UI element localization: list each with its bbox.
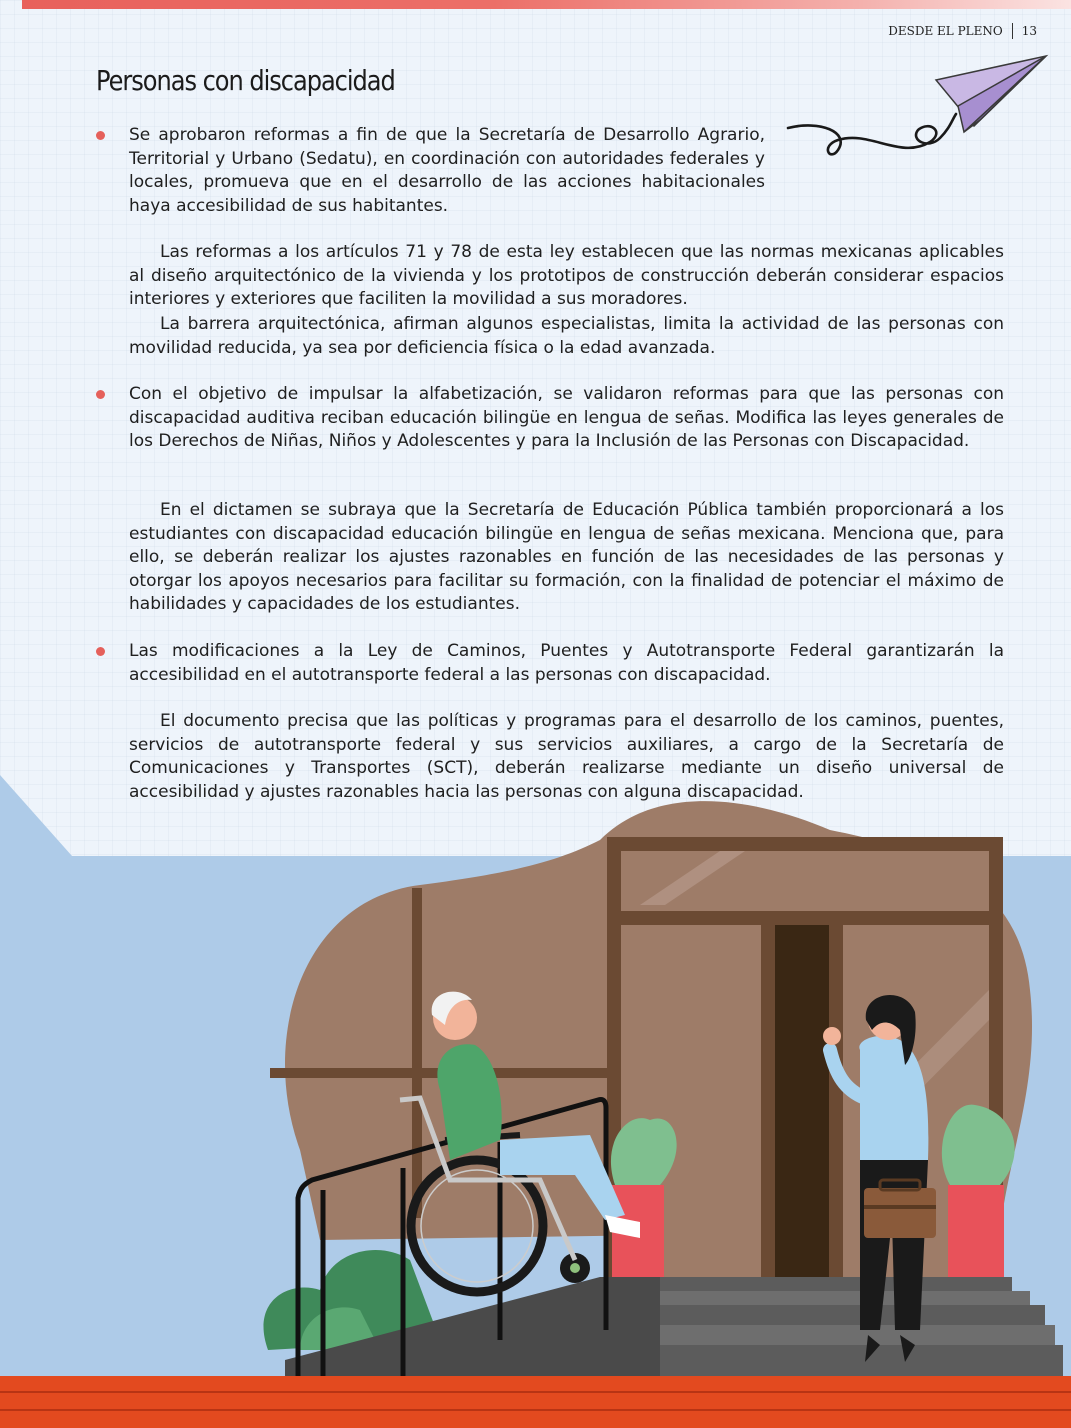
- paper-plane-icon: [780, 50, 1060, 175]
- bullet-dot-icon: [96, 647, 105, 656]
- bullet-text-2: Con el objetivo de impulsar la alfabetización, se validaron reformas para que las personas con discapacidad auditiva reciban educación bilingüe en lengua de señas. Modifica las leyes generales de los Derechos de Niñas, Niños y Adolescentes y para la Inclusión de las Personas con Discapacidad.: [129, 384, 1004, 452]
- bullet-dot-icon: [96, 390, 105, 399]
- paragraph-reforms: Las reformas a los artículos 71 y 78 de esta ley establecen que las normas mexicanas aplicables al diseño arquitectónico de la vivienda y los prototipos de construcción deberán considerar espacios interiores y exteriores que faciliten la movilidad a sus moradores.: [129, 242, 1004, 310]
- accessibility-illustration: [0, 760, 1071, 1428]
- page-number: 13: [1021, 24, 1037, 38]
- header-divider: [1012, 23, 1013, 39]
- page-title: Personas con discapacidad: [96, 64, 395, 97]
- paragraph-document: El documento precisa que las políticas y programas para el desarrollo de los caminos, puentes, servicios de autotransporte federal y sus servicios auxiliares, a cargo de la Secretaría de Comunicaciones y Transportes (SCT), deberán realizarse mediante un diseño universal de accesibilidad y ajustes razonables hacia las personas con alguna discapacidad.: [129, 711, 1004, 802]
- paragraph-barrier: La barrera arquitectónica, afirman algunos especialistas, limita la actividad de las personas con movilidad reducida, ya sea por deficiencia física o la edad avanzada.: [129, 314, 1004, 358]
- bullet-text-1: Se aprobaron reformas a fin de que la Secretaría de Desarrollo Agrario, Territorial y Urbano (Sedatu), en coordinación con autoridades federales y locales, promueva que en el desarrollo de las acciones habitacionales haya accesibilidad de sus habitantes.: [129, 125, 765, 216]
- paragraph-dictamen: En el dictamen se subraya que la Secretaría de Educación Pública también proporcionará a los estudiantes con discapacidad educación bilingüe en lengua de señas mexicana. Menciona que, para ello, se deberán realizar los ajustes razonables en función de las necesidades de las personas y otorgar los apoyos necesarios para facilitar su formación, con la finalidad de potenciar el máximo de habilidades y capacidades de los estudiantes.: [129, 500, 1004, 615]
- section-name: DESDE EL PLENO: [888, 24, 1003, 38]
- running-header: [888, 22, 1037, 40]
- bullet-dot-icon: [96, 131, 105, 140]
- bullet-text-3: Las modificaciones a la Ley de Caminos, Puentes y Autotransporte Federal garantizarán la accesibilidad en el autotransporte federal a las personas con discapacidad.: [129, 641, 1004, 685]
- top-accent-bar: [22, 0, 1071, 9]
